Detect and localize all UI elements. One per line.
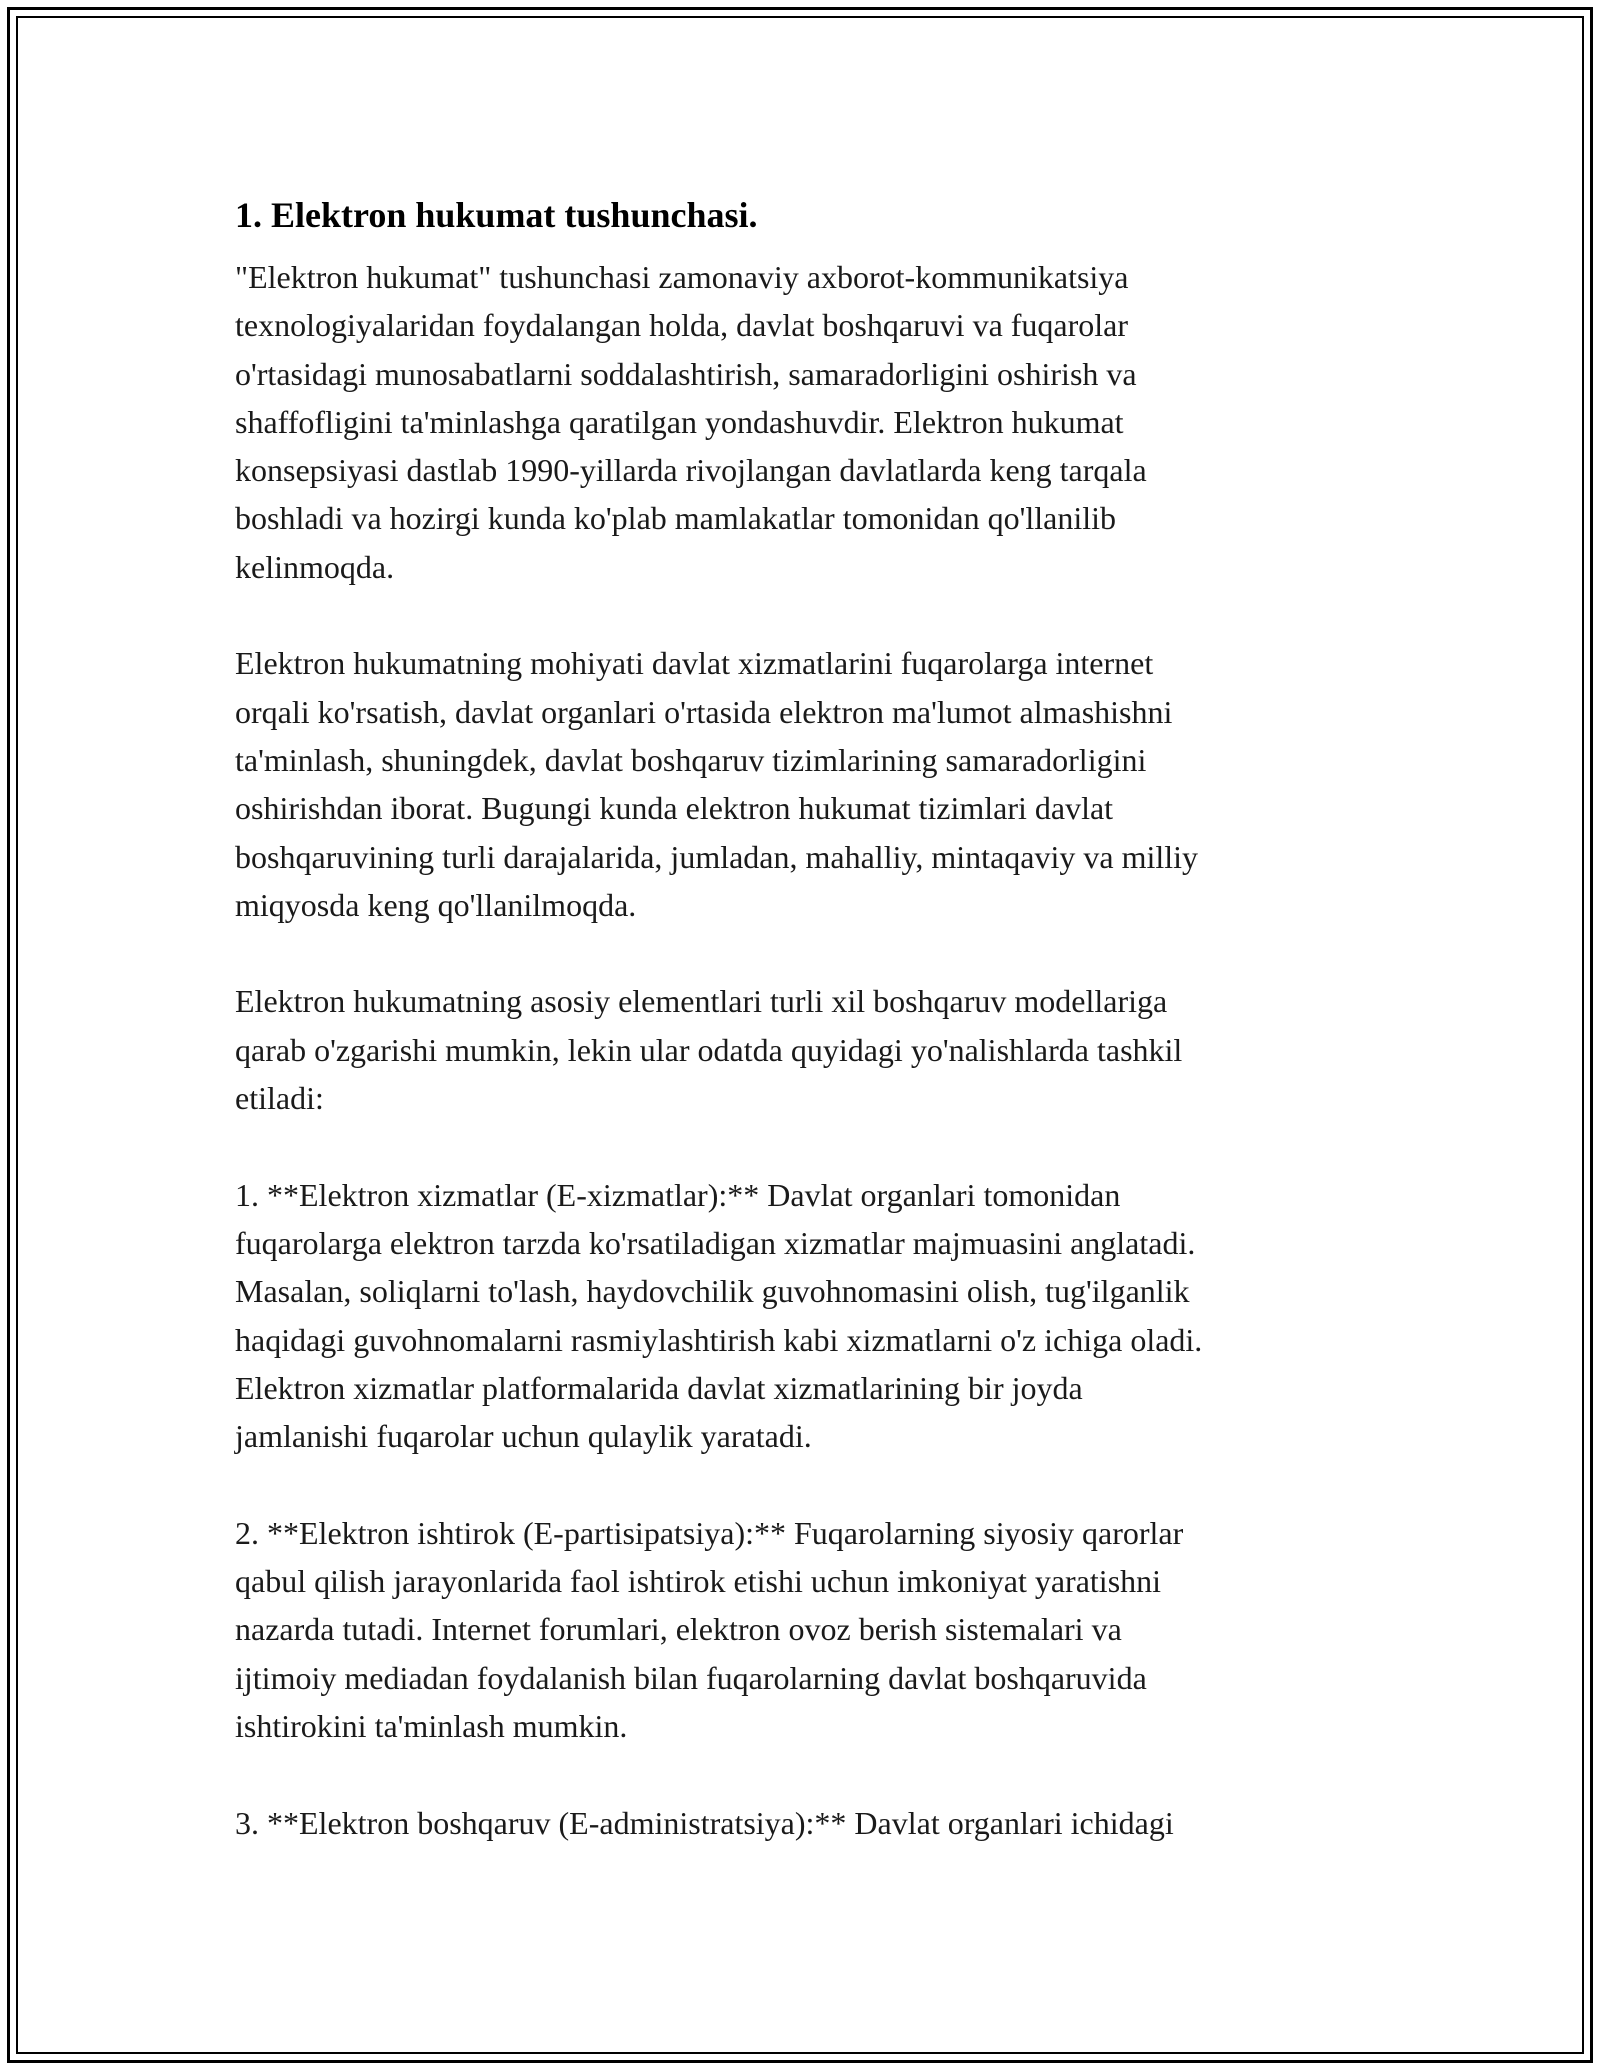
paragraph-definition (235, 253, 1355, 591)
text-line: "Elektron hukumat" tushunchasi zamonaviy axborot-kommunikatsiya (235, 259, 1129, 295)
text-line: o'rtasidagi munosabatlarni soddalashtirish, samaradorligini oshirish va (235, 355, 1137, 392)
text-line: Elektron hukumatning asosiy elementlari turli xil boshqaruv modellariga (235, 983, 1168, 1020)
text-line: ta'minlash, shuningdek, davlat boshqaruv tizimlarining samaradorligini (235, 741, 1147, 778)
text-line: Elektron hukumatning mohiyati davlat xizmatlarini fuqarolarga internet (235, 645, 1154, 682)
text-line: haqidagi guvohnomalarni rasmiylashtirish kabi xizmatlarni o'z ichiga oladi. (235, 1321, 1203, 1358)
document-body (235, 185, 1355, 1847)
text-line: Masalan, soliqlarni to'lash, haydovchilik guvohnomasini olish, tug'ilganlik (235, 1273, 1190, 1310)
text-line: 1. **Elektron xizmatlar (E-xizmatlar):** Davlat organlari tomonidan (235, 1176, 1121, 1213)
text-line: qarab o'zgarishi mumkin, lekin ular odatda quyidagi yo'nalishlarda tashkil (235, 1031, 1183, 1068)
text-line: konsepsiyasi dastlab 1990-yillarda rivojlangan davlatlarda keng tarqala (235, 452, 1147, 489)
paragraph-essence (235, 639, 1355, 929)
text-line: qabul qilish jarayonlarida faol ishtirok etishi uchun imkoniyat yaratishni (235, 1563, 1162, 1600)
list-item-e-participation (235, 1509, 1355, 1750)
list-item-e-administration (235, 1799, 1355, 1847)
text-line: boshqaruvining turli darajalarida, jumladan, mahalliy, mintaqaviy va milliy (235, 838, 1199, 875)
text-line: oshirishdan iborat. Bugungi kunda elektron hukumat tizimlari davlat (235, 790, 1114, 827)
text-line: miqyosda keng qo'llanilmoqda. (235, 886, 637, 923)
text-line: shaffofligini ta'minlashga qaratilgan yondashuvdir. Elektron hukumat (235, 403, 1124, 440)
document-title: 1. Elektron hukumat tushunchasi. (235, 195, 758, 235)
text-line: 3. **Elektron boshqaruv (E-administratsiya):** Davlat organlari ichidagi (235, 1804, 1174, 1841)
paragraph-elements-intro (235, 977, 1355, 1122)
text-line: kelinmoqda. (235, 548, 395, 585)
text-line: 2. **Elektron ishtirok (E-partisipatsiya):** Fuqarolarning siyosiy qarorlar (235, 1514, 1184, 1551)
text-line: orqali ko'rsatish, davlat organlari o'rtasida elektron ma'lumot almashishni (235, 693, 1173, 730)
text-line: nazarda tutadi. Internet forumlari, elektron ovoz berish sistemalari va (235, 1611, 1122, 1648)
text-line: Elektron xizmatlar platformalarida davlat xizmatlarining bir joyda (235, 1369, 1083, 1406)
text-line: boshladi va hozirgi kunda ko'plab mamlakatlar tomonidan qo'llanilib (235, 500, 1116, 537)
text-line: etiladi: (235, 1080, 324, 1117)
text-line: jamlanishi fuqarolar uchun qulaylik yaratadi. (235, 1418, 812, 1455)
text-line: texnologiyalaridan foydalangan holda, davlat boshqaruvi va fuqarolar (235, 307, 1129, 344)
list-item-e-services (235, 1171, 1355, 1461)
text-line: ijtimoiy mediadan foydalanish bilan fuqarolarning davlat boshqaruvida (235, 1659, 1147, 1696)
text-line: ishtirokini ta'minlash mumkin. (235, 1707, 628, 1744)
text-line: fuqarolarga elektron tarzda ko'rsatiladigan xizmatlar majmuasini anglatadi. (235, 1224, 1196, 1261)
